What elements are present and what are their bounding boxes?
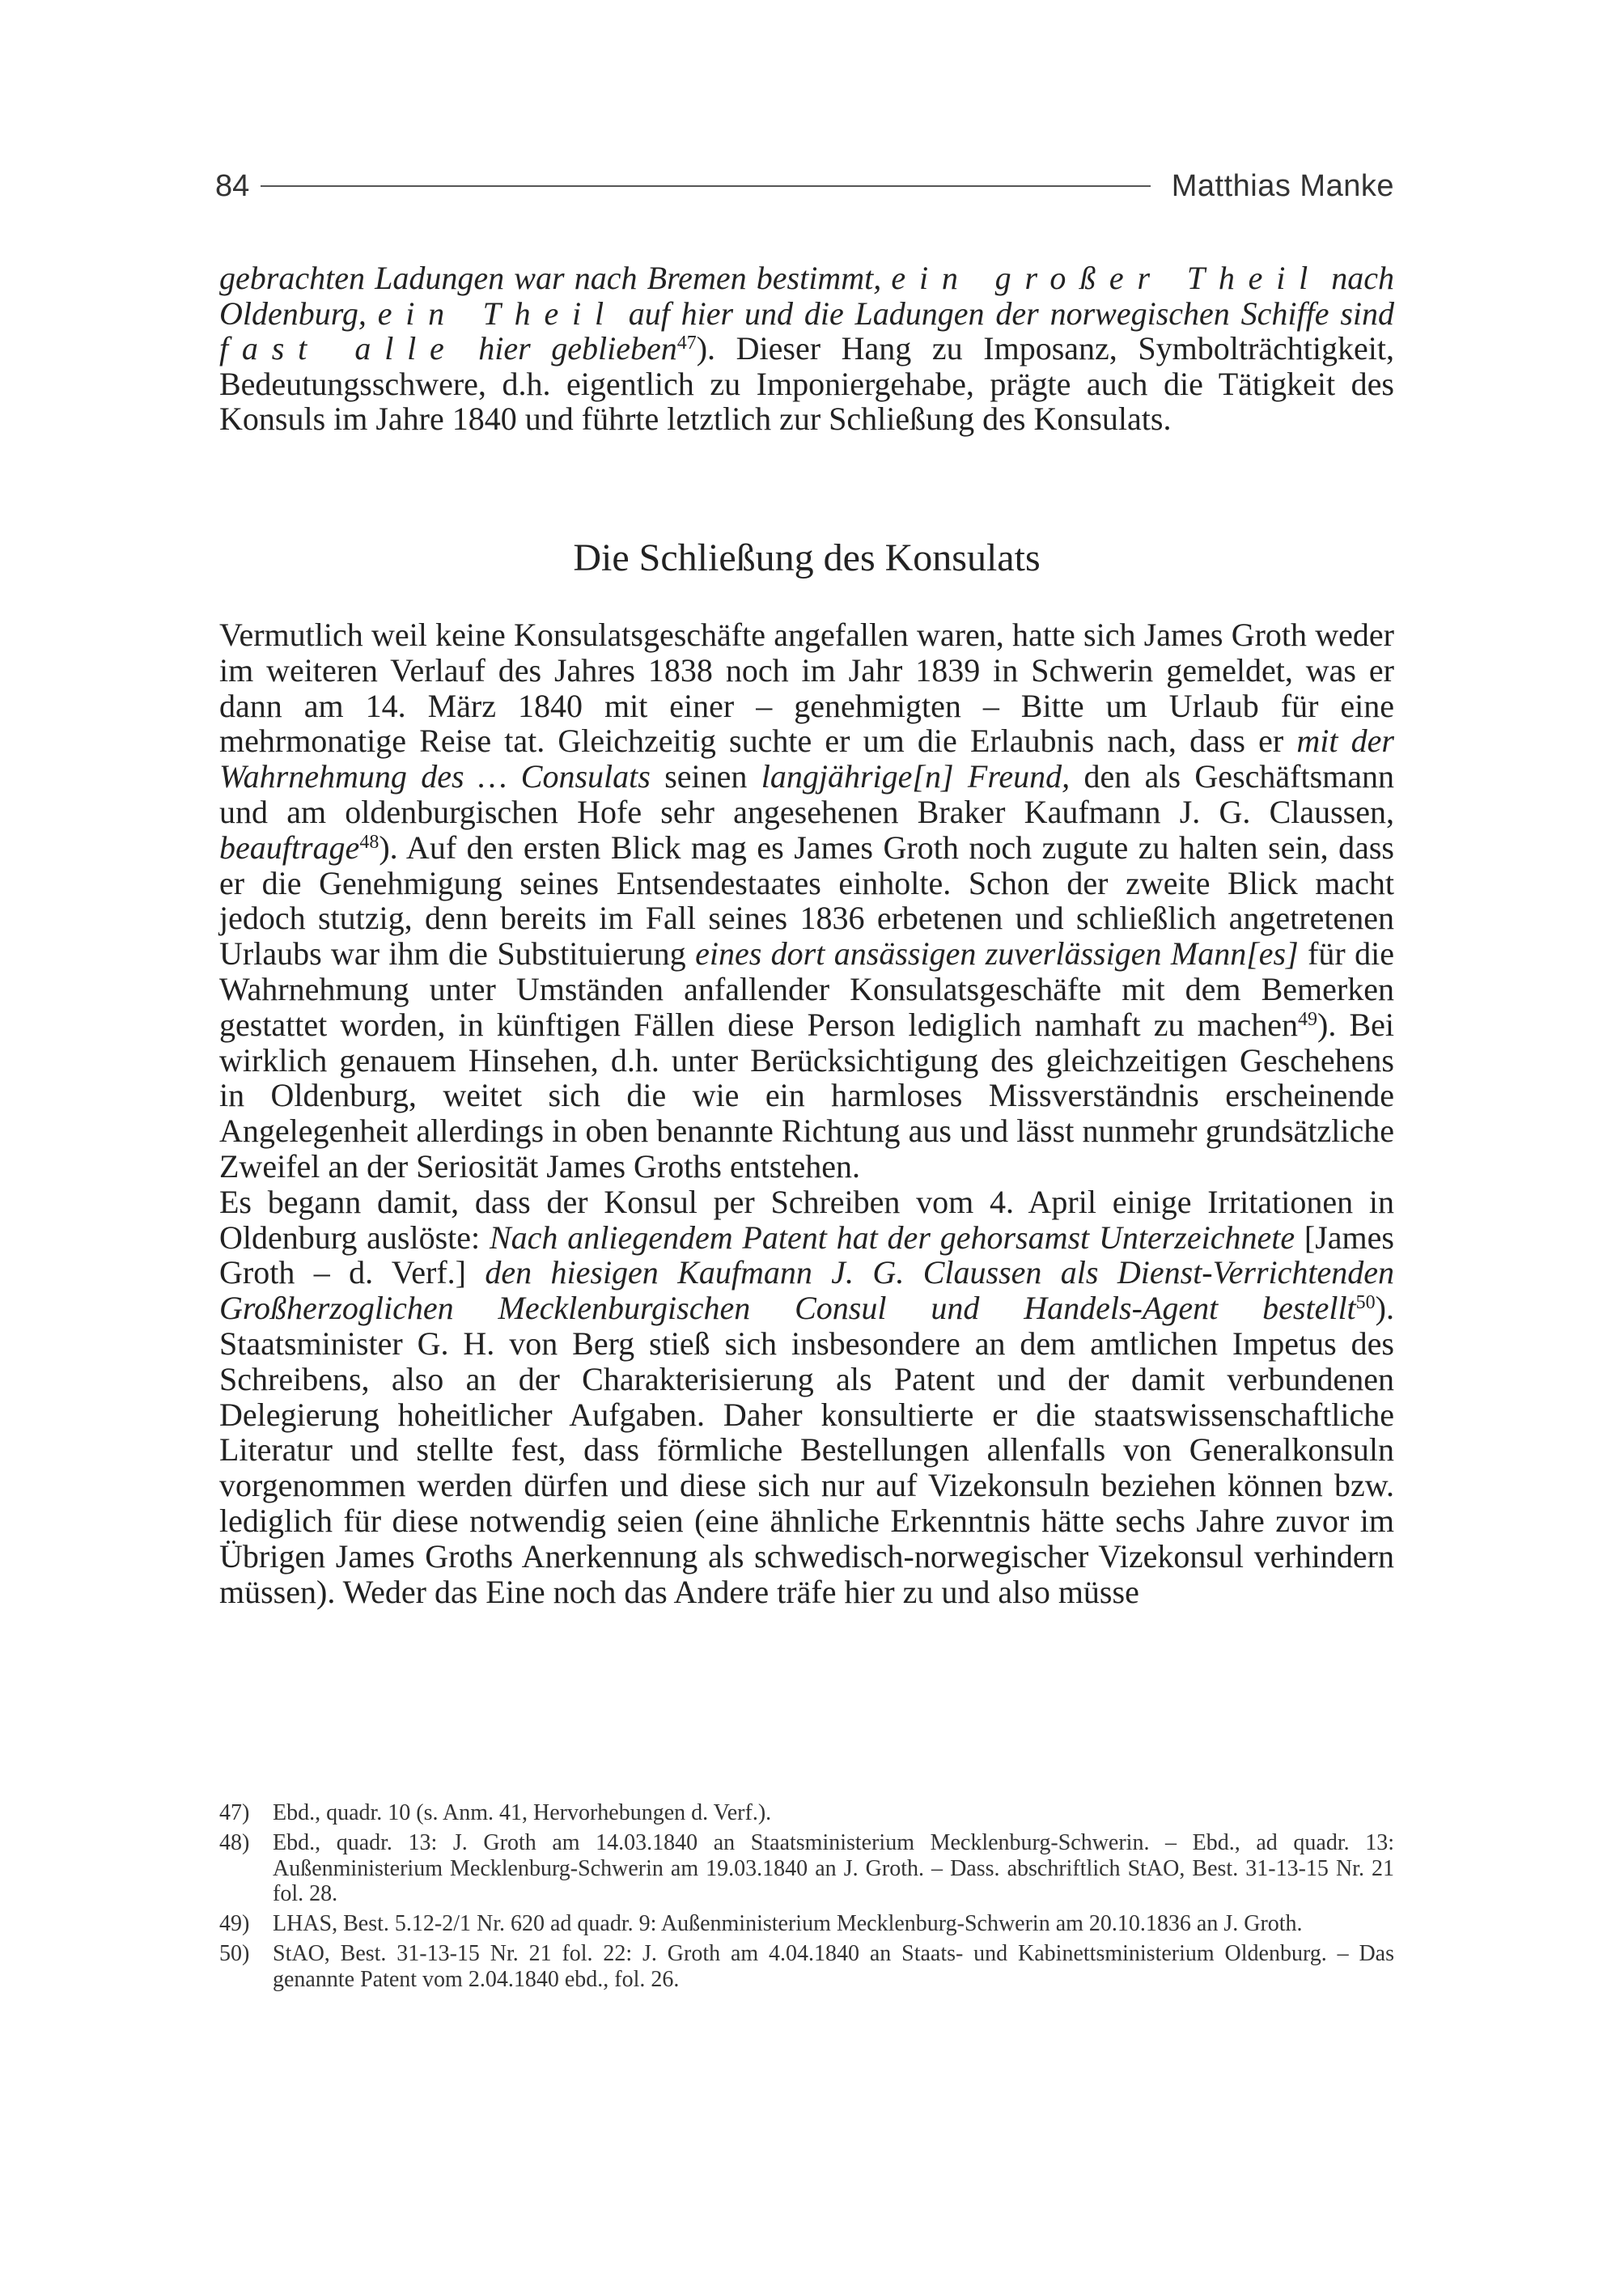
footnote-50	[219, 1941, 1394, 1992]
footnote-ref-50: 50	[1355, 1291, 1376, 1313]
quote-text: eines dort ansässigen zuverlässigen Mann[es]	[695, 935, 1299, 973]
main-text	[219, 617, 1394, 1609]
footnote-text: Ebd., quadr. 13: J. Groth am 14.03.1840 an Staatsministerium Mecklenburg-Schwerin. – Ebd., ad quadr. 13: Außenministerium Mecklenburg-Schwerin am 19.03.1840 an J. Groth. – Dass. abschriftlich StAO, Best. 31-13-15 Nr. 21 fol. 28.	[273, 1830, 1394, 1906]
footnotes	[219, 1800, 1394, 1997]
paragraph-1	[219, 617, 1394, 1185]
body-text: ). Dieser Hang zu Imposanz, Symbolträchtigkeit, Bedeutungsschwere, d.h. eigentlich zu Imponiergehabe, prägte auch die Tätigkeit des Konsuls im Jahre 1840 und führte letztlich zur Schließung des Konsulats.	[219, 330, 1394, 438]
body-text: für die Wahrnehmung unter Umständen anfallender Konsulatsgeschäfte mit dem Bemerken gestattet worden, in künftigen Fällen diese Person lediglich namhaft zu machen	[219, 935, 1394, 1043]
running-head-author: Matthias Manke	[1171, 169, 1394, 203]
paragraph-2	[219, 1185, 1394, 1610]
page-number: 84	[215, 169, 250, 203]
quote-text: den hiesigen Kaufmann J. G. Claussen als Dienst-Verrichtenden Großherzoglichen Mecklenburgischen Consul und Handels-Agent bestellt	[219, 1254, 1394, 1327]
section-title: Die Schließung des Konsulats	[573, 536, 1041, 579]
body-text: ). Auf den ersten Blick mag es James Groth noch zugute zu halten sein, dass er die Genehmigung seines Entsendestaates einholte. Schon der zweite Blick macht jedoch stutzig, denn bereits im Fall seines 1836 erbetenen und schließlich angetretenen Urlaubs war ihm die Substituierung	[219, 829, 1394, 973]
quote-text: beauftrage	[219, 829, 360, 866]
spaced-emphasis: fast alle	[219, 330, 458, 367]
quote-text: nach Oldenburg,	[219, 260, 1394, 332]
body-text: Es begann damit, dass der Konsul per Schreiben vom 4. April einige Irritationen in Oldenburg auslöste:	[219, 1183, 1394, 1256]
quote-text: hier geblieben	[457, 330, 677, 367]
footnote-number: 50)	[219, 1941, 250, 1967]
spaced-emphasis: ein Theil	[377, 295, 617, 332]
quote-text: gebrachten Ladungen war nach Bremen bestimmt,	[219, 260, 892, 296]
footnote-ref-47: 47	[676, 333, 697, 354]
footnote-48	[219, 1830, 1394, 1906]
spaced-emphasis: ein großer Theil	[891, 260, 1322, 296]
footnote-number: 49)	[219, 1911, 250, 1937]
running-head	[215, 166, 1394, 206]
footnote-number: 47)	[219, 1800, 250, 1825]
footnote-ref-48: 48	[359, 831, 379, 853]
footnote-text: StAO, Best. 31-13-15 Nr. 21 fol. 22: J. Groth am 4.04.1840 an Staats- und Kabinettsministerium Oldenburg. – Das genannte Patent vom 2.04.1840 ebd., fol. 26.	[273, 1941, 1394, 1992]
body-text: [James Groth – d. Verf.]	[219, 1219, 1394, 1291]
footnote-47	[219, 1800, 1394, 1825]
header-rule	[261, 185, 1150, 187]
footnote-ref-49: 49	[1298, 1008, 1318, 1030]
body-text: ). Staatsminister G. H. von Berg stieß sich insbesondere an dem amtlichen Impetus des Schreibens, also an der Charakterisierung als Patent und der damit verbundenen Delegierung hoheitlicher Aufgaben. Daher konsultierte er die staatswissenschaftliche Literatur und stellte fest, dass förmliche Bestellungen allenfalls von Generalkonsuln vorgenommen werden dürfen und diese sich nur auf Vizekonsuln beziehen können bzw. lediglich für diese notwendig seien (eine ähnliche Erkenntnis hätte sechs Jahre zuvor im Übrigen James Groths Anerkennung als schwedisch-norwegischer Vizekonsul verhindern müssen). Weder das Eine noch das Andere träfe hier zu und also müsse	[219, 1290, 1394, 1610]
quote-text: Nach anliegendem Patent hat der gehorsamst Unterzeichnete	[489, 1219, 1295, 1256]
footnote-49	[219, 1911, 1394, 1936]
body-text: ). Bei wirklich genauem Hinsehen, d.h. unter Berücksichtigung des gleichzeitigen Geschehens in Oldenburg, weitet sich die wie ein harmloses Missverständnis erscheinende Angelegenheit allerdings in oben benannte Richtung aus und lässt nunmehr grundsätzliche Zweifel an der Seriosität James Groths entstehen.	[219, 1006, 1394, 1185]
intro-paragraph	[219, 261, 1394, 437]
footnote-text: Ebd., quadr. 10 (s. Anm. 41, Hervorhebungen d. Verf.).	[273, 1800, 772, 1825]
quote-text: auf hier und die Ladungen der norwegischen Schiffe sind	[617, 295, 1395, 332]
quote-text: langjährige[n] Freund,	[761, 758, 1071, 795]
footnote-text: LHAS, Best. 5.12-2/1 Nr. 620 ad quadr. 9: Außenministerium Mecklenburg-Schwerin am 20.10.1836 an J. Groth.	[273, 1911, 1303, 1937]
footnote-number: 48)	[219, 1830, 250, 1856]
quote-text: mit der Wahrnehmung des … Consulats	[219, 723, 1394, 795]
body-text: Vermutlich weil keine Konsulatsgeschäfte angefallen waren, hatte sich James Groth weder im weiteren Verlauf des Jahres 1838 noch im Jahr 1839 in Schwerin gemeldet, was er dann am 14. März 1840 mit einer – genehmigten – Bitte um Urlaub für eine mehrmonatige Reise tat. Gleichzeitig suchte er um die Erlaubnis nach, dass er	[219, 617, 1394, 760]
body-text: den als Geschäftsmann und am oldenburgischen Hofe sehr angesehenen Braker Kaufmann J. G. Claussen,	[219, 758, 1395, 830]
body-text: seinen	[650, 758, 761, 795]
